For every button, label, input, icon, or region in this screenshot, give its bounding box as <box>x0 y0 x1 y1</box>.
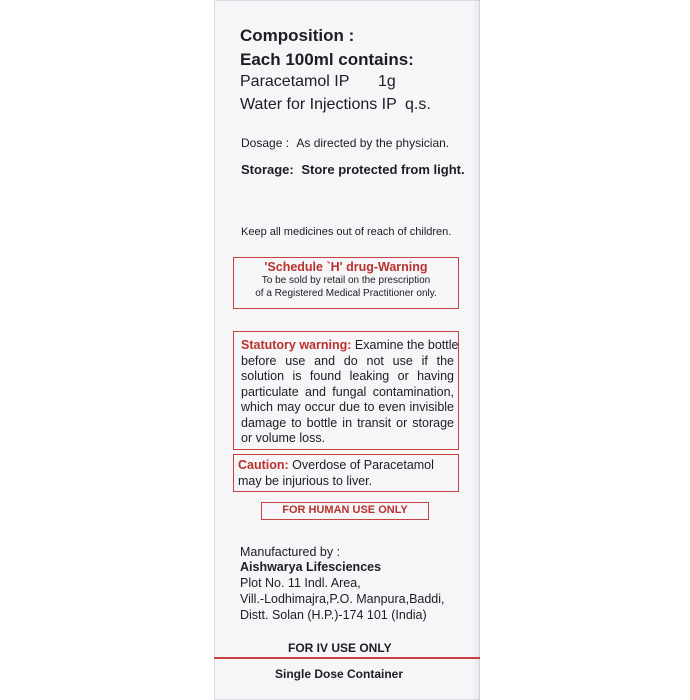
single-dose-container: Single Dose Container <box>275 667 404 681</box>
statutory-line <box>241 338 459 354</box>
composition-title: Composition : <box>240 26 355 45</box>
dosage-line <box>241 136 449 150</box>
statutory-line: or volume loss. <box>241 431 326 445</box>
caution-label: Caution: <box>238 458 289 472</box>
statutory-line: particulate and fungal contamination, <box>241 384 454 399</box>
manufacturer-address-line: Distt. Solan (H.P.)-174 101 (India) <box>240 608 427 622</box>
manufacturer-name: Aishwarya Lifesciences <box>240 560 382 574</box>
storage-label: Storage: <box>241 162 294 177</box>
statutory-warning-box <box>233 331 459 450</box>
caution-text: Overdose of Paracetamol <box>292 458 434 472</box>
statutory-text: Examine the bottle <box>354 338 459 352</box>
ingredient-row <box>240 96 431 114</box>
schedule-h-line: To be sold by retail on the prescription <box>261 275 431 286</box>
statutory-label: Statutory warning: <box>241 338 352 352</box>
iv-use-notice: FOR IV USE ONLY <box>288 641 392 655</box>
schedule-h-warning-box <box>233 257 459 309</box>
ingredient-name: Water for Injections IP <box>240 96 397 113</box>
ingredient-amount: 1g <box>378 73 396 90</box>
statutory-line: which may occur due to even invisible <box>241 400 454 414</box>
manufacturer-address-line: Vill.-Lodhimajra,P.O. Manpura,Baddi, <box>240 592 445 606</box>
caution-line: may be injurious to liver. <box>238 474 373 488</box>
red-divider <box>214 657 480 659</box>
caution-line <box>238 457 455 473</box>
ingredient-name: Paracetamol IP <box>240 73 350 90</box>
statutory-line: solution is found leaking or having <box>241 369 454 383</box>
manufacturer-label: Manufactured by : <box>240 545 341 559</box>
schedule-h-line: of a Registered Medical Practitioner only. <box>255 288 437 299</box>
keep-away-notice: Keep all medicines out of reach of children. <box>241 226 452 238</box>
ingredient-row <box>240 73 396 91</box>
statutory-line: damage to bottle in transit or storage <box>241 415 454 430</box>
composition-each: Each 100ml contains: <box>240 50 414 69</box>
caution-box <box>233 454 459 492</box>
human-use-badge: FOR HUMAN USE ONLY <box>261 502 429 520</box>
dosage-value: As directed by the physician. <box>296 136 450 150</box>
dosage-label: Dosage : <box>241 136 290 150</box>
ingredient-amount: q.s. <box>405 96 431 113</box>
statutory-line: before use and do not use if the <box>241 353 454 368</box>
storage-value: Store protected from light. <box>301 162 465 177</box>
schedule-h-title: 'Schedule `H' drug-Warning <box>264 260 428 274</box>
storage-line <box>241 162 465 177</box>
panel-edge-shadow <box>472 0 480 700</box>
manufacturer-address-line: Plot No. 11 Indl. Area, <box>240 576 361 590</box>
